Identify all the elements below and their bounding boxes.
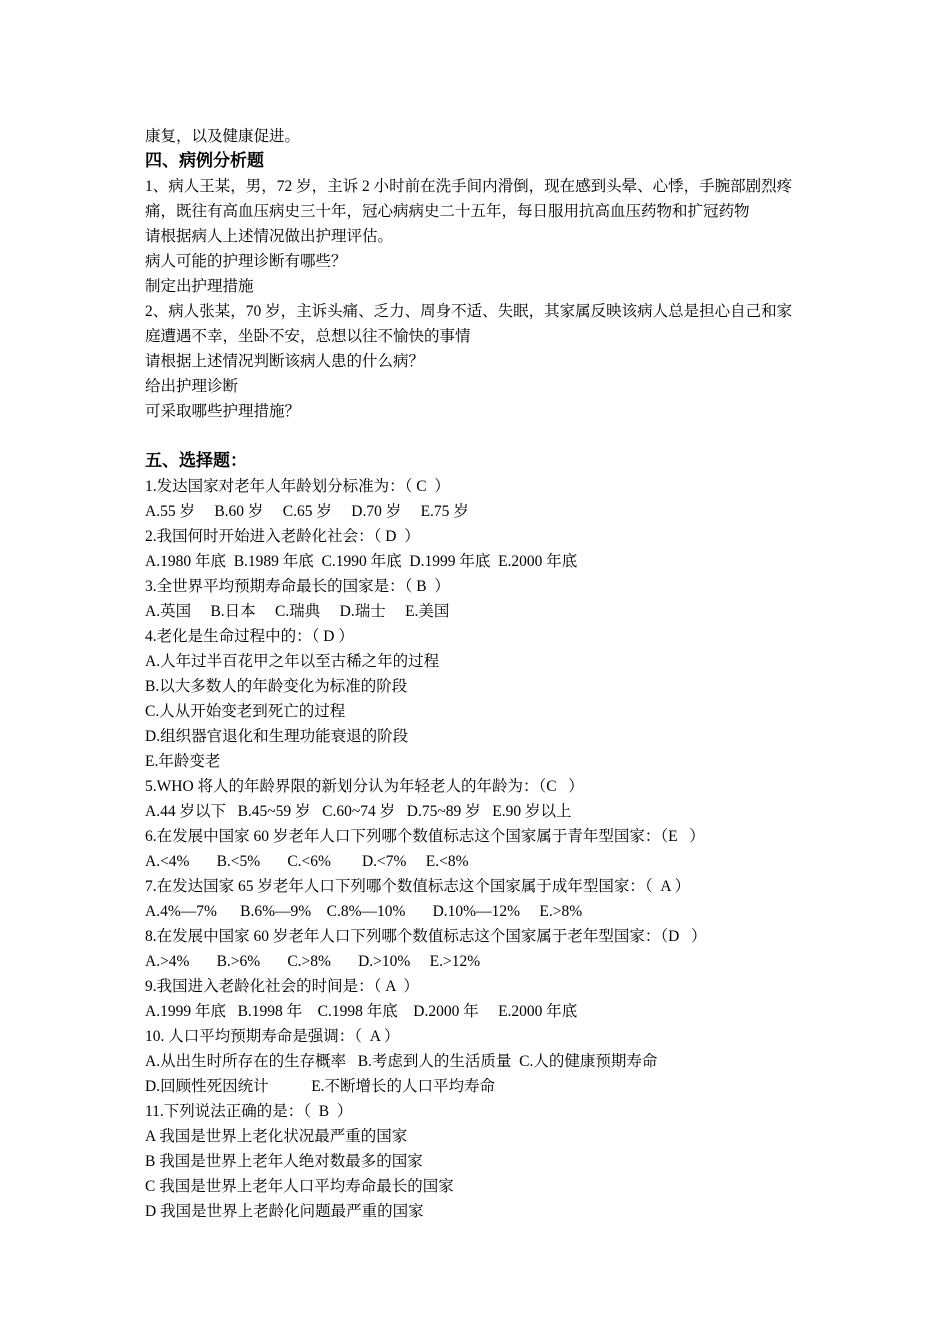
- text-line: D.组织器官退化和生理功能衰退的阶段: [145, 728, 409, 745]
- text-line: 给出护理诊断: [145, 378, 239, 395]
- text-line: 4.老化是生命过程中的：（ D ）: [145, 628, 354, 645]
- text-line: 2.我国何时开始进入老龄化社会：（ D ）: [145, 528, 420, 545]
- text-line: E.年龄变老: [145, 753, 221, 770]
- text-line: B 我国是世界上老年人绝对数最多的国家: [145, 1153, 423, 1170]
- text-line: A.44 岁以下 B.45~59 岁 C.60~74 岁 D.75~89 岁 E.90 岁以上: [145, 803, 572, 820]
- text-line: 2、病人张某，70 岁，主诉头痛、乏力、周身不适、失眠，其家属反映该病人总是担心自己和家: [145, 303, 793, 320]
- section-heading: 四、病例分析题: [145, 151, 264, 171]
- text-line: A.1980 年底 B.1989 年底 C.1990 年底 D.1999 年底 E.2000 年底: [145, 553, 578, 570]
- text-line: 10. 人口平均预期寿命是强调：（ A ）: [145, 1028, 400, 1045]
- text-line: C 我国是世界上老年人口平均寿命最长的国家: [145, 1178, 454, 1195]
- text-line: A 我国是世界上老化状况最严重的国家: [145, 1128, 408, 1145]
- text-line: A.>4% B.>6% C.>8% D.>10% E.>12%: [145, 953, 481, 970]
- text-line: 7.在发达国家 65 岁老年人口下列哪个数值标志这个国家属于成年型国家：（ A ）: [145, 878, 691, 895]
- section-heading: 五、选择题：: [145, 451, 247, 471]
- text-line: B.以大多数人的年龄变化为标准的阶段: [145, 678, 408, 695]
- text-line: A.从出生时所存在的生存概率 B.考虑到人的生活质量 C.人的健康预期寿命: [145, 1053, 658, 1070]
- text-line: 请根据病人上述情况做出护理评估。: [145, 228, 394, 245]
- text-line: A.4%—7% B.6%—9% C.8%—10% D.10%—12% E.>8%: [145, 903, 583, 920]
- text-line: A.人年过半百花甲之年以至古稀之年的过程: [145, 653, 440, 670]
- text-line: D.回顾性死因统计 E.不断增长的人口平均寿命: [145, 1078, 496, 1095]
- text-line: 请根据上述情况判断该病人患的什么病？: [145, 353, 425, 370]
- text-line: A.1999 年底 B.1998 年 C.1998 年底 D.2000 年 E.2000 年底: [145, 1003, 578, 1020]
- text-line: 制定出护理措施: [145, 278, 254, 295]
- text-line: C.人从开始变老到死亡的过程: [145, 703, 346, 720]
- text-line: 3.全世界平均预期寿命最长的国家是：（ B ）: [145, 578, 450, 595]
- document-body: [145, 124, 815, 1224]
- text-line: 11.下列说法正确的是：（ B ）: [145, 1103, 353, 1120]
- text-line: 8.在发展中国家 60 岁老年人口下列哪个数值标志这个国家属于老年型国家：（D ）: [145, 928, 707, 945]
- text-line: 5.WHO 将人的年龄界限的新划分认为年轻老人的年龄为：（C ）: [145, 778, 584, 795]
- text-line: 病人可能的护理诊断有哪些？: [145, 253, 347, 270]
- text-line: 康复，以及健康促进。: [145, 128, 301, 145]
- text-line: A.55 岁 B.60 岁 C.65 岁 D.70 岁 E.75 岁: [145, 503, 469, 520]
- text-line: 9.我国进入老龄化社会的时间是：（ A ）: [145, 978, 419, 995]
- text-line: A.<4% B.<5% C.<6% D.<7% E.<8%: [145, 853, 469, 870]
- text-line: D 我国是世界上老龄化问题最严重的国家: [145, 1203, 424, 1220]
- text-line: 1.发达国家对老年人年龄划分标准为：（ C ）: [145, 478, 450, 495]
- text-line: 可采取哪些护理措施？: [145, 403, 301, 420]
- text-line: 庭遭遇不幸，坐卧不安，总想以往不愉快的事情: [145, 328, 471, 345]
- text-line: 6.在发展中国家 60 岁老年人口下列哪个数值标志这个国家属于青年型国家：（E ）: [145, 828, 705, 845]
- blank-line: [145, 424, 815, 449]
- text-line: 痛，既往有高血压病史三十年，冠心病病史二十五年，每日服用抗高血压药物和扩冠药物: [145, 203, 750, 220]
- text-line: 1、病人王某，男，72 岁，主诉 2 小时前在洗手间内滑倒，现在感到头晕、心悸，手腕部剧烈疼: [145, 178, 793, 195]
- text-line: A.英国 B.日本 C.瑞典 D.瑞士 E.美国: [145, 603, 450, 620]
